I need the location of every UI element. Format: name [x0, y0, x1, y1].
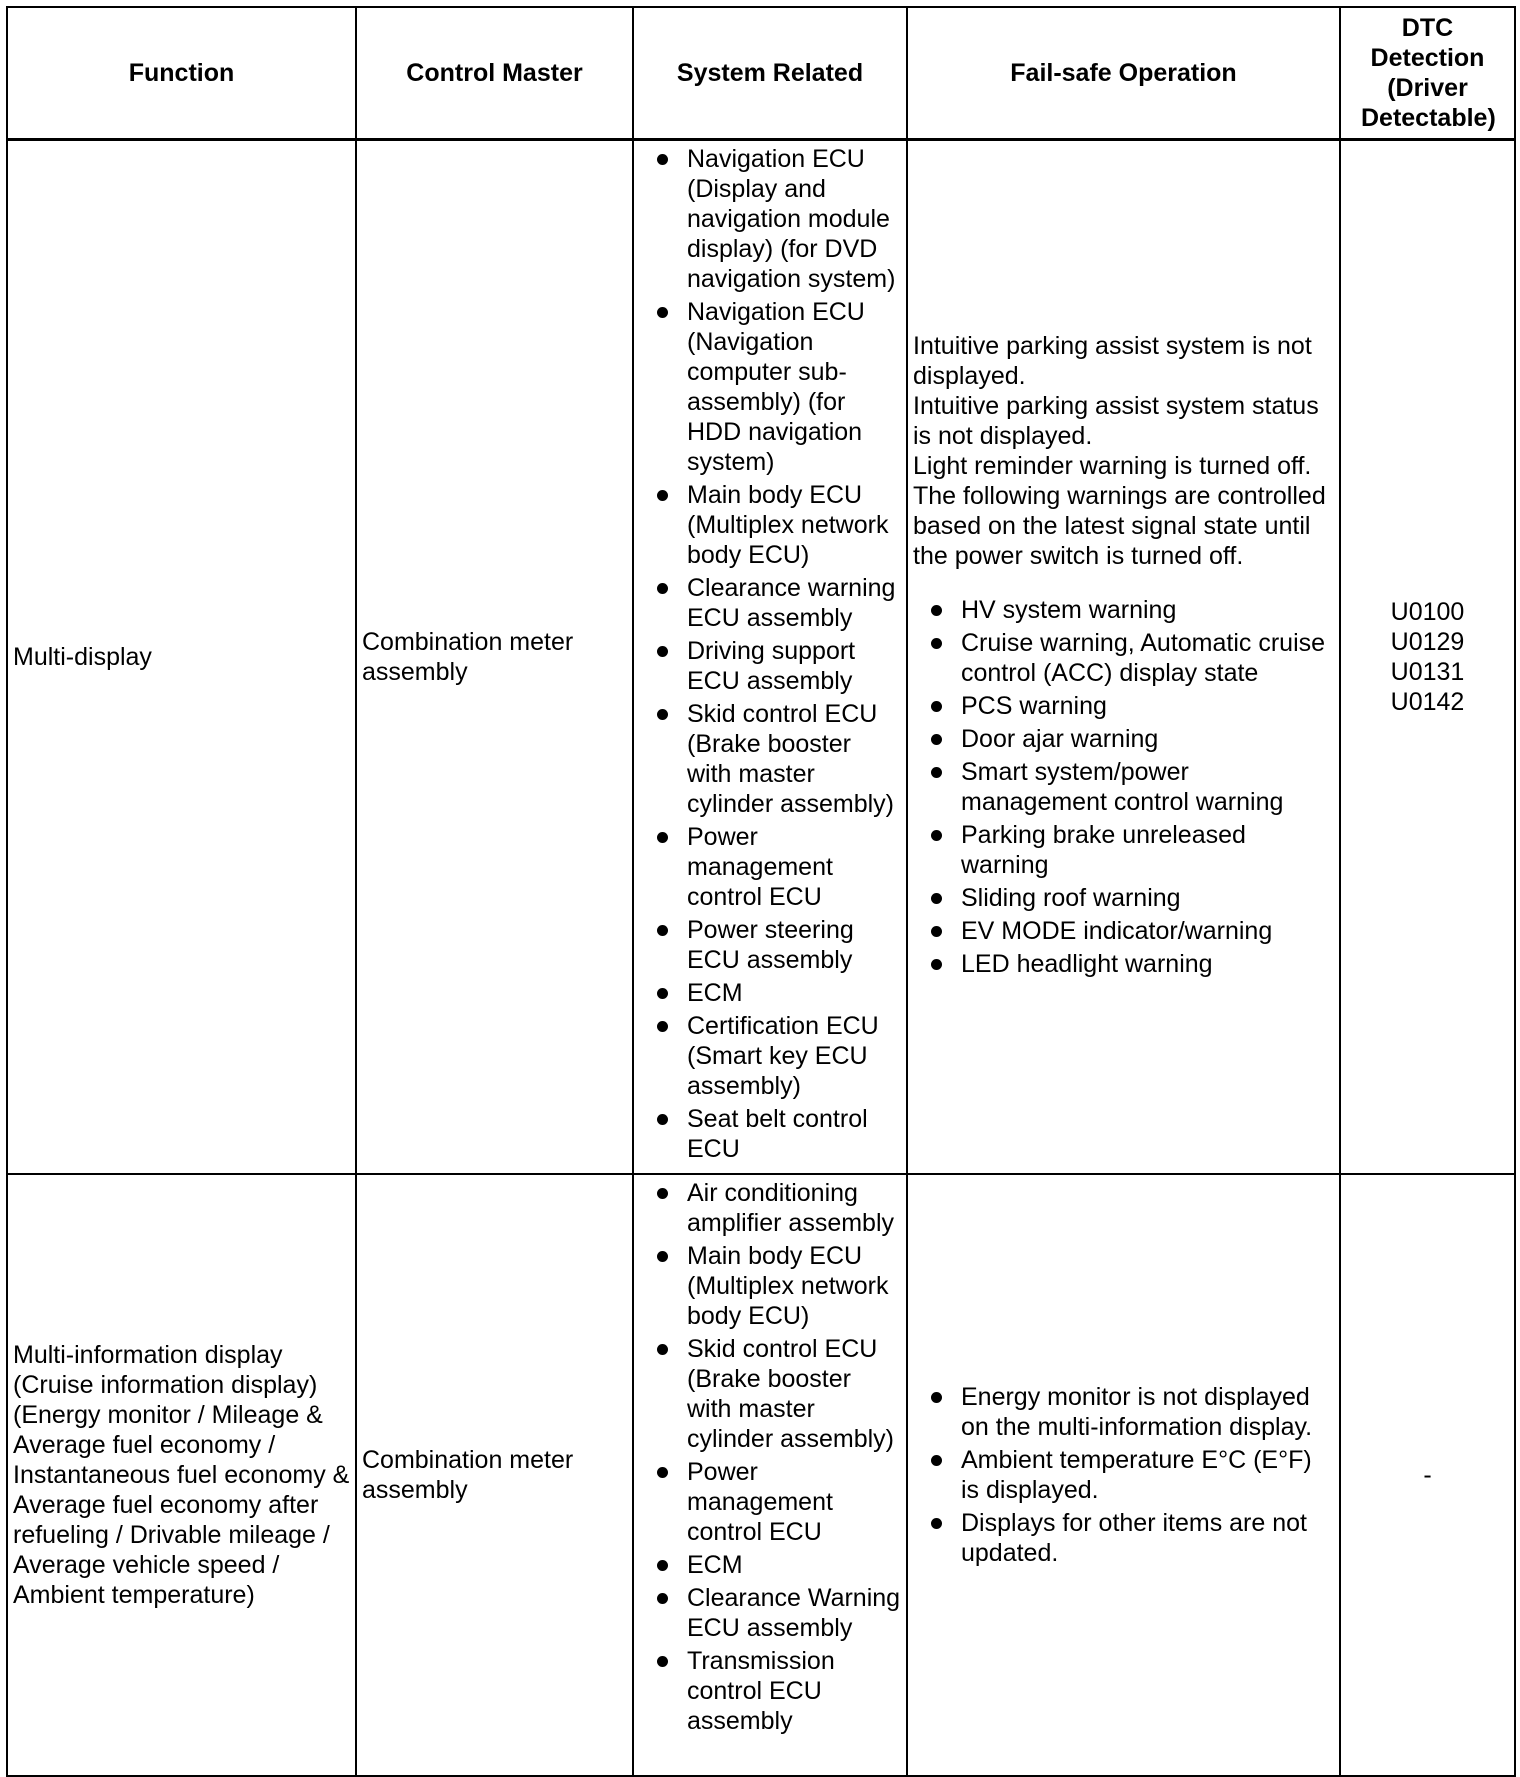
bullet-icon — [657, 1560, 668, 1571]
bullet-icon — [931, 1455, 942, 1466]
function-cell: Multi-display — [7, 140, 356, 1174]
list-item-text: Main body ECU (Multiplex network body ECU) — [687, 481, 889, 569]
list-item-text: PCS warning — [961, 692, 1107, 721]
function-cell: Multi-information display (Cruise information display) (Energy monitor / Mileage & Average fuel economy / Instantaneous fuel economy & Average fuel economy after refueling / Drivable mileage / Average vehicle speed / Ambient temperature) — [7, 1174, 356, 1776]
header-dtc-detection: DTC Detection (Driver Detectable) — [1340, 7, 1515, 140]
list-item-text: Certification ECU (Smart key ECU assembly) — [687, 1012, 879, 1100]
system-related-cell — [633, 140, 907, 1174]
bullet-icon — [657, 1021, 668, 1032]
table-row — [7, 140, 1515, 1174]
list-item-text: Displays for other items are not updated. — [961, 1508, 1307, 1567]
list-item — [639, 636, 901, 696]
failsafe-text: Intuitive parking assist system status is not displayed. — [913, 392, 1319, 451]
bullet-icon — [657, 832, 668, 843]
dtc-cell — [1340, 140, 1515, 1174]
list-item-text: Skid control ECU (Brake booster with master cylinder assembly) — [687, 700, 895, 818]
bullet-icon — [931, 1518, 942, 1529]
list-item-text: Door ajar warning — [961, 725, 1159, 754]
table-body — [7, 140, 1515, 1776]
list-item-text: EV MODE indicator/warning — [961, 917, 1273, 946]
failsafe-text: The following warnings are controlled based on the latest signal state until the power switch is turned off. — [913, 482, 1326, 571]
list-item-text: Ambient temperature E°C (E°F) is displayed. — [961, 1445, 1312, 1504]
list-item — [639, 1457, 901, 1547]
list-item — [639, 915, 901, 975]
list-item — [639, 822, 901, 912]
list-item — [639, 1011, 901, 1101]
list-item-text: Seat belt control ECU — [687, 1105, 868, 1163]
list-item-text: Power management control ECU — [687, 823, 833, 911]
list-item — [639, 573, 901, 633]
bullet-icon — [657, 925, 668, 936]
header-control-master: Control Master — [356, 7, 633, 140]
dtc-cell — [1340, 1174, 1515, 1776]
bullet-icon — [931, 830, 942, 841]
failsafe-text: Light reminder warning is turned off. — [913, 452, 1312, 481]
list-item — [639, 699, 901, 819]
system-related-list — [639, 144, 901, 1164]
bullet-icon — [657, 583, 668, 594]
bullet-icon — [931, 638, 942, 649]
list-item — [639, 297, 901, 477]
bullet-icon — [657, 646, 668, 657]
list-item — [913, 1508, 1334, 1568]
failsafe-list — [913, 595, 1334, 979]
list-item — [913, 916, 1334, 946]
list-item-text: Air conditioning amplifier assembly — [687, 1178, 895, 1237]
list-item-text: HV system warning — [961, 596, 1177, 625]
table-row — [7, 1174, 1515, 1776]
list-item-text: Smart system/power management control warning — [961, 758, 1284, 817]
bullet-icon — [657, 1344, 668, 1355]
bullet-icon — [931, 926, 942, 937]
failsafe-intro — [913, 331, 1334, 571]
list-item-text: Power steering ECU assembly — [687, 916, 854, 974]
list-item — [639, 144, 901, 294]
bullet-icon — [657, 154, 668, 165]
list-item — [639, 480, 901, 570]
dtc-code: U0129 — [1390, 627, 1465, 656]
list-item — [913, 1445, 1334, 1505]
failsafe-operation-cell — [907, 1174, 1340, 1776]
list-item-text: Transmission control ECU assembly — [687, 1646, 835, 1735]
bullet-icon — [931, 893, 942, 904]
dtc-table — [6, 6, 1516, 1777]
list-item — [639, 1550, 901, 1580]
control-master-cell: Combination meter assembly — [356, 1174, 633, 1776]
list-item — [913, 1382, 1334, 1442]
header-failsafe-operation: Fail-safe Operation — [907, 7, 1340, 140]
system-related-list — [639, 1178, 901, 1736]
list-item-text: Power management control ECU — [687, 1457, 833, 1546]
list-item — [913, 628, 1334, 688]
list-item — [639, 1241, 901, 1331]
list-item — [639, 1334, 901, 1454]
list-item — [913, 724, 1334, 754]
bullet-icon — [657, 1467, 668, 1478]
system-related-cell — [633, 1174, 907, 1776]
list-item — [913, 757, 1334, 817]
failsafe-text: Intuitive parking assist system is not displayed. — [913, 332, 1312, 391]
list-item — [639, 1583, 901, 1643]
dtc-code: U0100 — [1390, 597, 1465, 626]
list-item — [913, 595, 1334, 625]
bullet-icon — [931, 959, 942, 970]
bullet-icon — [657, 1251, 668, 1262]
list-item-text: Navigation ECU (Navigation computer sub-assembly) (for HDD navigation system) — [687, 298, 865, 476]
list-item — [639, 978, 901, 1008]
bullet-icon — [657, 709, 668, 720]
failsafe-list — [913, 1382, 1334, 1568]
list-item — [913, 820, 1334, 880]
bullet-icon — [657, 1188, 668, 1199]
bullet-icon — [931, 734, 942, 745]
list-item-text: Sliding roof warning — [961, 884, 1181, 913]
dtc-code: - — [1423, 1460, 1432, 1489]
header-system-related: System Related — [633, 7, 907, 140]
bullet-icon — [657, 1114, 668, 1125]
list-item-text: Clearance warning ECU assembly — [687, 574, 896, 632]
bullet-icon — [657, 1593, 668, 1604]
control-master-cell: Combination meter assembly — [356, 140, 633, 1174]
header-row — [7, 7, 1515, 140]
bullet-icon — [657, 988, 668, 999]
bullet-icon — [657, 490, 668, 501]
dtc-code: U0131 — [1390, 657, 1465, 686]
dtc-code: U0142 — [1390, 687, 1465, 716]
list-item-text: Skid control ECU (Brake booster with master cylinder assembly) — [687, 1334, 895, 1453]
list-item — [639, 1104, 901, 1164]
bullet-icon — [931, 701, 942, 712]
list-item-text: ECM — [687, 979, 743, 1007]
list-item-text: Main body ECU (Multiplex network body ECU) — [687, 1241, 889, 1330]
list-item — [913, 691, 1334, 721]
list-item-text: Driving support ECU assembly — [687, 637, 856, 695]
bullet-icon — [657, 307, 668, 318]
bullet-icon — [657, 1656, 668, 1667]
failsafe-operation-cell — [907, 140, 1340, 1174]
list-item-text: LED headlight warning — [961, 950, 1213, 979]
bullet-icon — [931, 767, 942, 778]
list-item — [913, 949, 1334, 979]
list-item-text: ECM — [687, 1550, 743, 1579]
list-item-text: Navigation ECU (Display and navigation module display) (for DVD navigation system) — [687, 145, 896, 293]
list-item-text: Clearance Warning ECU assembly — [687, 1583, 901, 1642]
list-item — [639, 1646, 901, 1736]
list-item-text: Parking brake unreleased warning — [961, 821, 1246, 880]
list-item — [913, 883, 1334, 913]
list-item-text: Energy monitor is not displayed on the multi-information display. — [961, 1382, 1313, 1441]
list-item — [639, 1178, 901, 1238]
bullet-icon — [931, 1392, 942, 1403]
header-function: Function — [7, 7, 356, 140]
bullet-icon — [931, 605, 942, 616]
list-item-text: Cruise warning, Automatic cruise control (ACC) display state — [961, 629, 1326, 688]
